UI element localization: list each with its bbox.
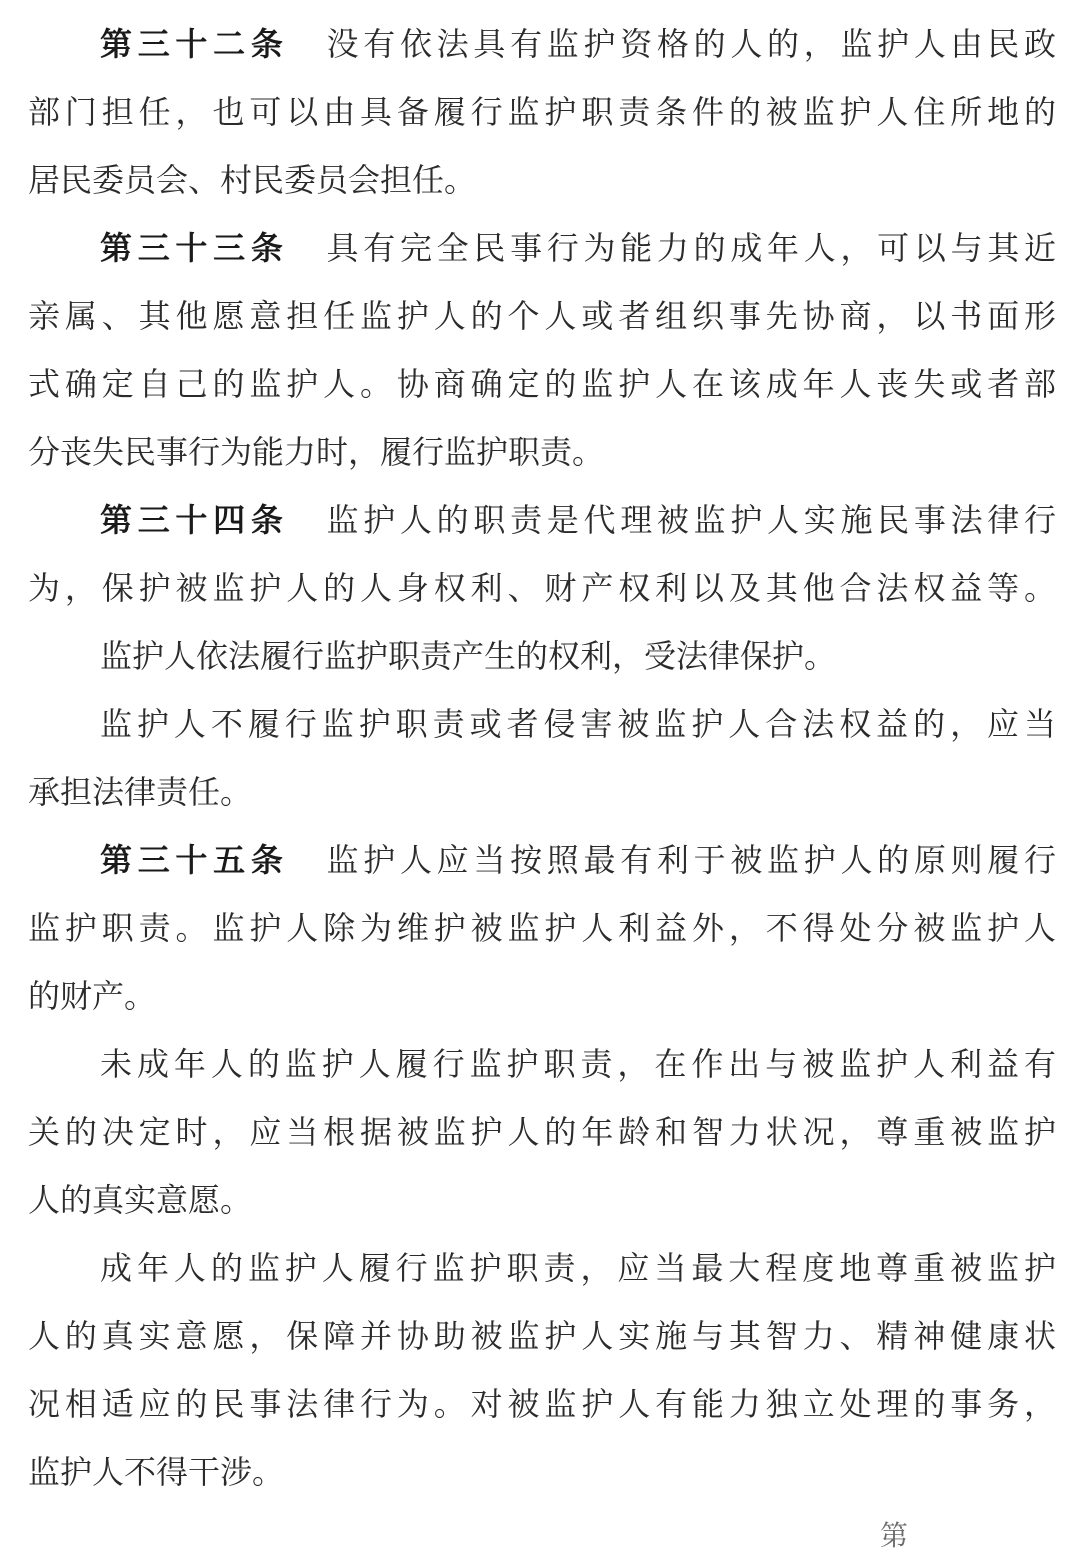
text-line: 人的真实意愿，保障并协助被监护人实施与其智力、精神健康状 (28, 1317, 1056, 1355)
text-line: 分丧失民事行为能力时，履行监护职责。 (28, 433, 605, 471)
text-line: 为，保护被监护人的人身权利、财产权利以及其他合法权益等。 (28, 569, 1056, 607)
article-first-line (100, 486, 1056, 554)
text-line: 部门担任，也可以由具备履行监护职责条件的被监护人住所地的 (28, 93, 1056, 131)
text-line: 亲属、其他愿意担任监护人的个人或者组织事先协商，以书面形 (28, 297, 1056, 335)
article-text: 监护人应当按照最有利于被监护人的原则履行 (326, 841, 1056, 879)
footer-fragment-text: 第 (880, 1519, 909, 1552)
paragraph-line: 未成年人的监护人履行监护职责，在作出与被监护人利益有 (100, 1045, 1056, 1083)
text-line: 况相适应的民事法律行为。对被监护人有能力独立处理的事务， (28, 1385, 1056, 1423)
next-page-fragment (880, 1519, 960, 1552)
article-first-line (100, 10, 1056, 78)
text-line: 监护职责。监护人除为维护被监护人利益外，不得处分被监护人 (28, 909, 1056, 947)
article-text: 没有依法具有监护资格的人的，监护人由民政 (326, 25, 1056, 63)
article-heading: 第三十五条 (100, 841, 289, 879)
text-line: 式确定自己的监护人。协商确定的监护人在该成年人丧失或者部 (28, 365, 1056, 403)
article-heading: 第三十二条 (100, 25, 289, 63)
article-text: 监护人的职责是代理被监护人实施民事法律行 (326, 501, 1056, 539)
article-first-line (100, 214, 1056, 282)
article-first-line (100, 826, 1056, 894)
text-line: 的财产。 (28, 977, 157, 1015)
article-heading: 第三十三条 (100, 229, 289, 267)
text-line: 居民委员会、村民委员会担任。 (28, 161, 477, 199)
text-line: 承担法律责任。 (28, 773, 253, 811)
article-text: 具有完全民事行为能力的成年人，可以与其近 (326, 229, 1056, 267)
text-line: 人的真实意愿。 (28, 1181, 253, 1219)
text-line: 监护人不得干涉。 (28, 1453, 285, 1491)
paragraph-line: 监护人依法履行监护职责产生的权利，受法律保护。 (100, 637, 837, 675)
article-heading: 第三十四条 (100, 501, 289, 539)
paragraph-line: 成年人的监护人履行监护职责，应当最大程度地尊重被监护 (100, 1249, 1056, 1287)
paragraph-line: 监护人不履行监护职责或者侵害被监护人合法权益的，应当 (100, 705, 1056, 743)
text-line: 关的决定时，应当根据被监护人的年龄和智力状况，尊重被监护 (28, 1113, 1056, 1151)
